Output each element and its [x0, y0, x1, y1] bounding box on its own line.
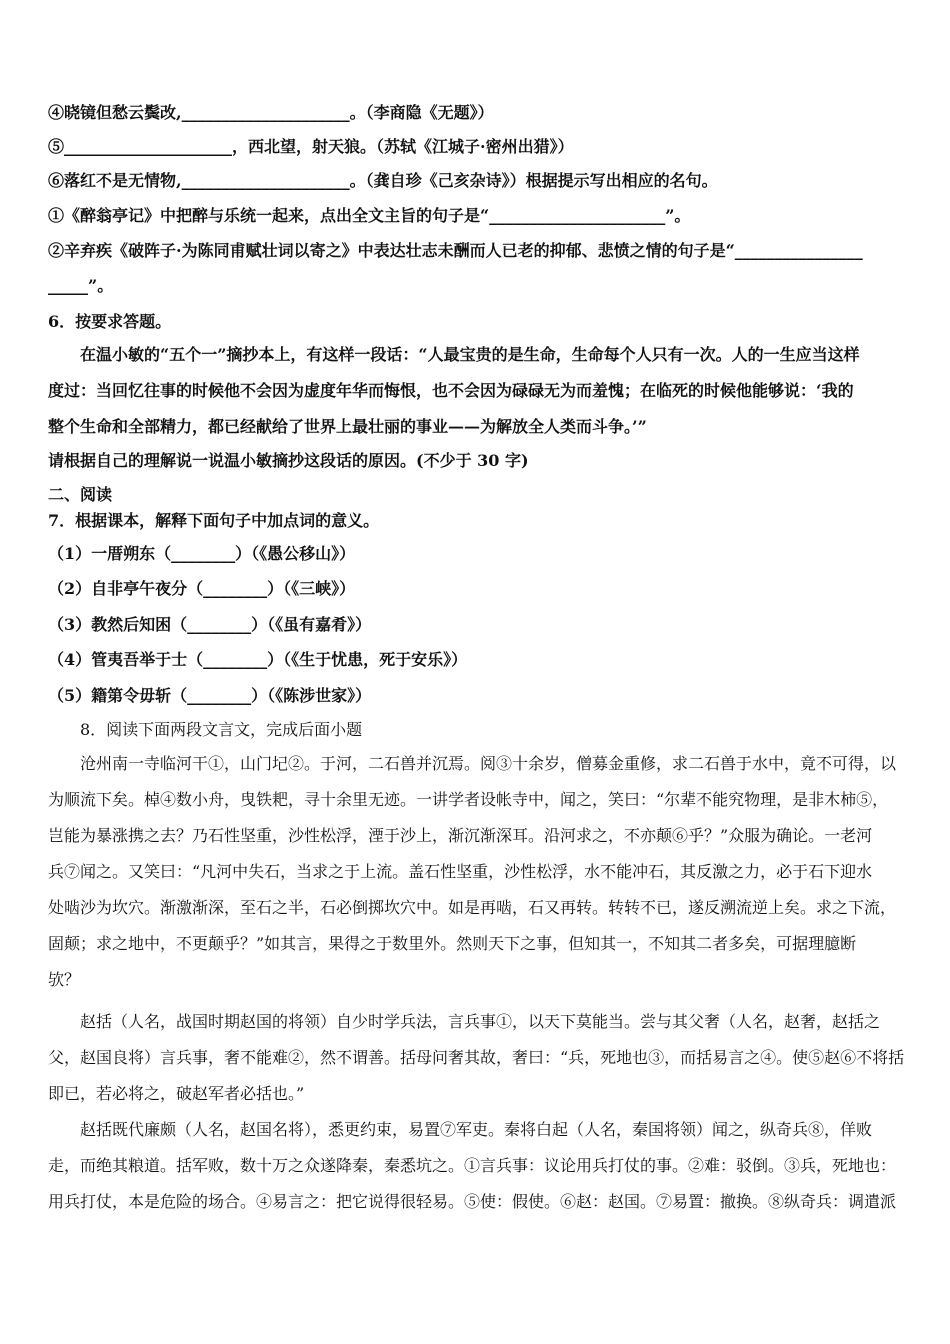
section-2-heading: 二、阅读 — [48, 485, 113, 504]
passage-2-line: 父，赵国良将）言兵事，奢不能难②，然不谓善。括母问奢其故，奢曰：“兵，死地也③，而括易言之④。使⑤赵⑥不将括 — [48, 1048, 905, 1067]
question-7-item-4: （4）管夷吾举于士（________）（《生于忧患，死于安乐》） — [48, 650, 468, 669]
passage-1-line: 处啮沙为坎穴。渐激渐深，至石之半，石必倒掷坎穴中。如是再啮，石又再转。转转不已，遂反溯流逆上矣。求之下流， — [48, 898, 897, 917]
passage-1-line: 为顺流下矣。棹④数小舟，曳铁耙，寻十余里无迹。一讲学者设帐寺中，闻之，笑曰：“尔辈不能究物理，是非木柿⑤， — [48, 790, 889, 809]
poetry-line-5: ⑤_____________________，西北望，射天狼。（苏轼《江城子·密州出猎》） — [48, 137, 574, 156]
passage-2-line: 即已，若必将之，破赵军者必括也。” — [48, 1084, 305, 1103]
question-7-item-2: （2）自非亭午夜分（________）（《三峡》） — [48, 579, 356, 598]
question-7-item-3: （3）教然后知困（________）（《虽有嘉肴》） — [48, 615, 372, 634]
passage-3-line: 走，而绝其粮道。括军败，数十万之众遂降秦，秦悉坑之。①言兵事：议论用兵打仗的事。②难：驳倒。③兵，死地也： — [48, 1156, 897, 1175]
poetry-line-4: ④晓镜但愁云鬓改,_____________________。（李商隐《无题》） — [48, 103, 494, 122]
passage-1-line: 欤？ — [48, 970, 81, 989]
question-7-title: 7．根据课本，解释下面句子中加点词的意义。 — [48, 511, 380, 530]
passage-1-line: 固颠；求之地中，不更颠乎？”如其言，果得之于数里外。然则天下之事，但知其一，不知其二者多矣，可据理臆断 — [48, 934, 857, 953]
passage-1-line: 沧州南一寺临河干①，山门圮②。于河，二石兽并沉焉。阅③十余岁，僧募金重修，求二石兽于水中，竟不可得，以 — [80, 754, 897, 773]
poetry-line-6: ⑥落红不是无情物,_____________________。（龚自珍《己亥杂诗》）根据提示写出相应的名句。 — [48, 171, 718, 190]
poetry-item-2-cont: _____”。 — [48, 276, 114, 295]
poetry-item-1: ①《醉翁亭记》中把醉与乐统一起来，点出全文主旨的句子是“______________________”。 — [48, 206, 691, 225]
question-6-prompt: 请根据自己的理解说一说温小敏摘抄这段话的原因。(不少于 30 字) — [48, 451, 529, 470]
question-6-quote-3: 整个生命和全部精力，都已经献给了世界上最壮丽的事业——为解放全人类而斗争。’” — [48, 417, 647, 436]
question-6-quote-1: 在温小敏的“五个一”摘抄本上，有这样一段话：“人最宝贵的是生命，生命每个人只有一次。人的一生应当这样 — [80, 345, 860, 364]
question-7-item-5: （5）籍第令毋斩（________）（《陈涉世家》） — [48, 686, 372, 705]
poetry-item-2: ②辛弃疾《破阵子·为陈同甫赋壮词以寄之》中表达壮志未酬而人已老的抑郁、悲愤之情的句子是“________________ — [48, 241, 863, 260]
question-6-quote-2: 度过：当回忆往事的时候他不会因为虚度年华而悔恨，也不会因为碌碌无为而羞愧；在临死的时候他能够说：‘我的 — [48, 381, 854, 400]
passage-1-line: 岂能为暴涨携之去？乃石性坚重，沙性松浮，湮于沙上，渐沉渐深耳。沿河求之，不亦颠⑥乎？”众服为确论。一老河 — [48, 826, 873, 845]
passage-2-line: 赵括（人名，战国时期赵国的将领）自少时学兵法，言兵事①，以天下莫能当。尝与其父奢（人名，赵奢，赵括之 — [80, 1012, 881, 1031]
question-8-title: 8．阅读下面两段文言文，完成后面小题 — [80, 720, 363, 739]
passage-1-line: 兵⑦闻之。又笑曰：“凡河中失石，当求之于上流。盖石性坚重，沙性松浮，水不能冲石，其反激之力，必于石下迎水 — [48, 862, 873, 881]
question-6-title: 6．按要求答题。 — [48, 312, 172, 331]
passage-3-line: 赵括既代廉颇（人名，赵国名将），悉更约束，易置⑦军吏。秦将白起（人名，秦国将领）闻之，纵奇兵⑧，佯败 — [80, 1120, 873, 1139]
passage-3-line: 用兵打仗，本是危险的场合。④易言之：把它说得很轻易。⑤使：假使。⑥赵：赵国。⑦易置：撤换。⑧纵奇兵：调遣派 — [48, 1192, 897, 1211]
question-7-item-1: （1）一厝朔东（________）（《愚公移山》） — [48, 544, 356, 563]
